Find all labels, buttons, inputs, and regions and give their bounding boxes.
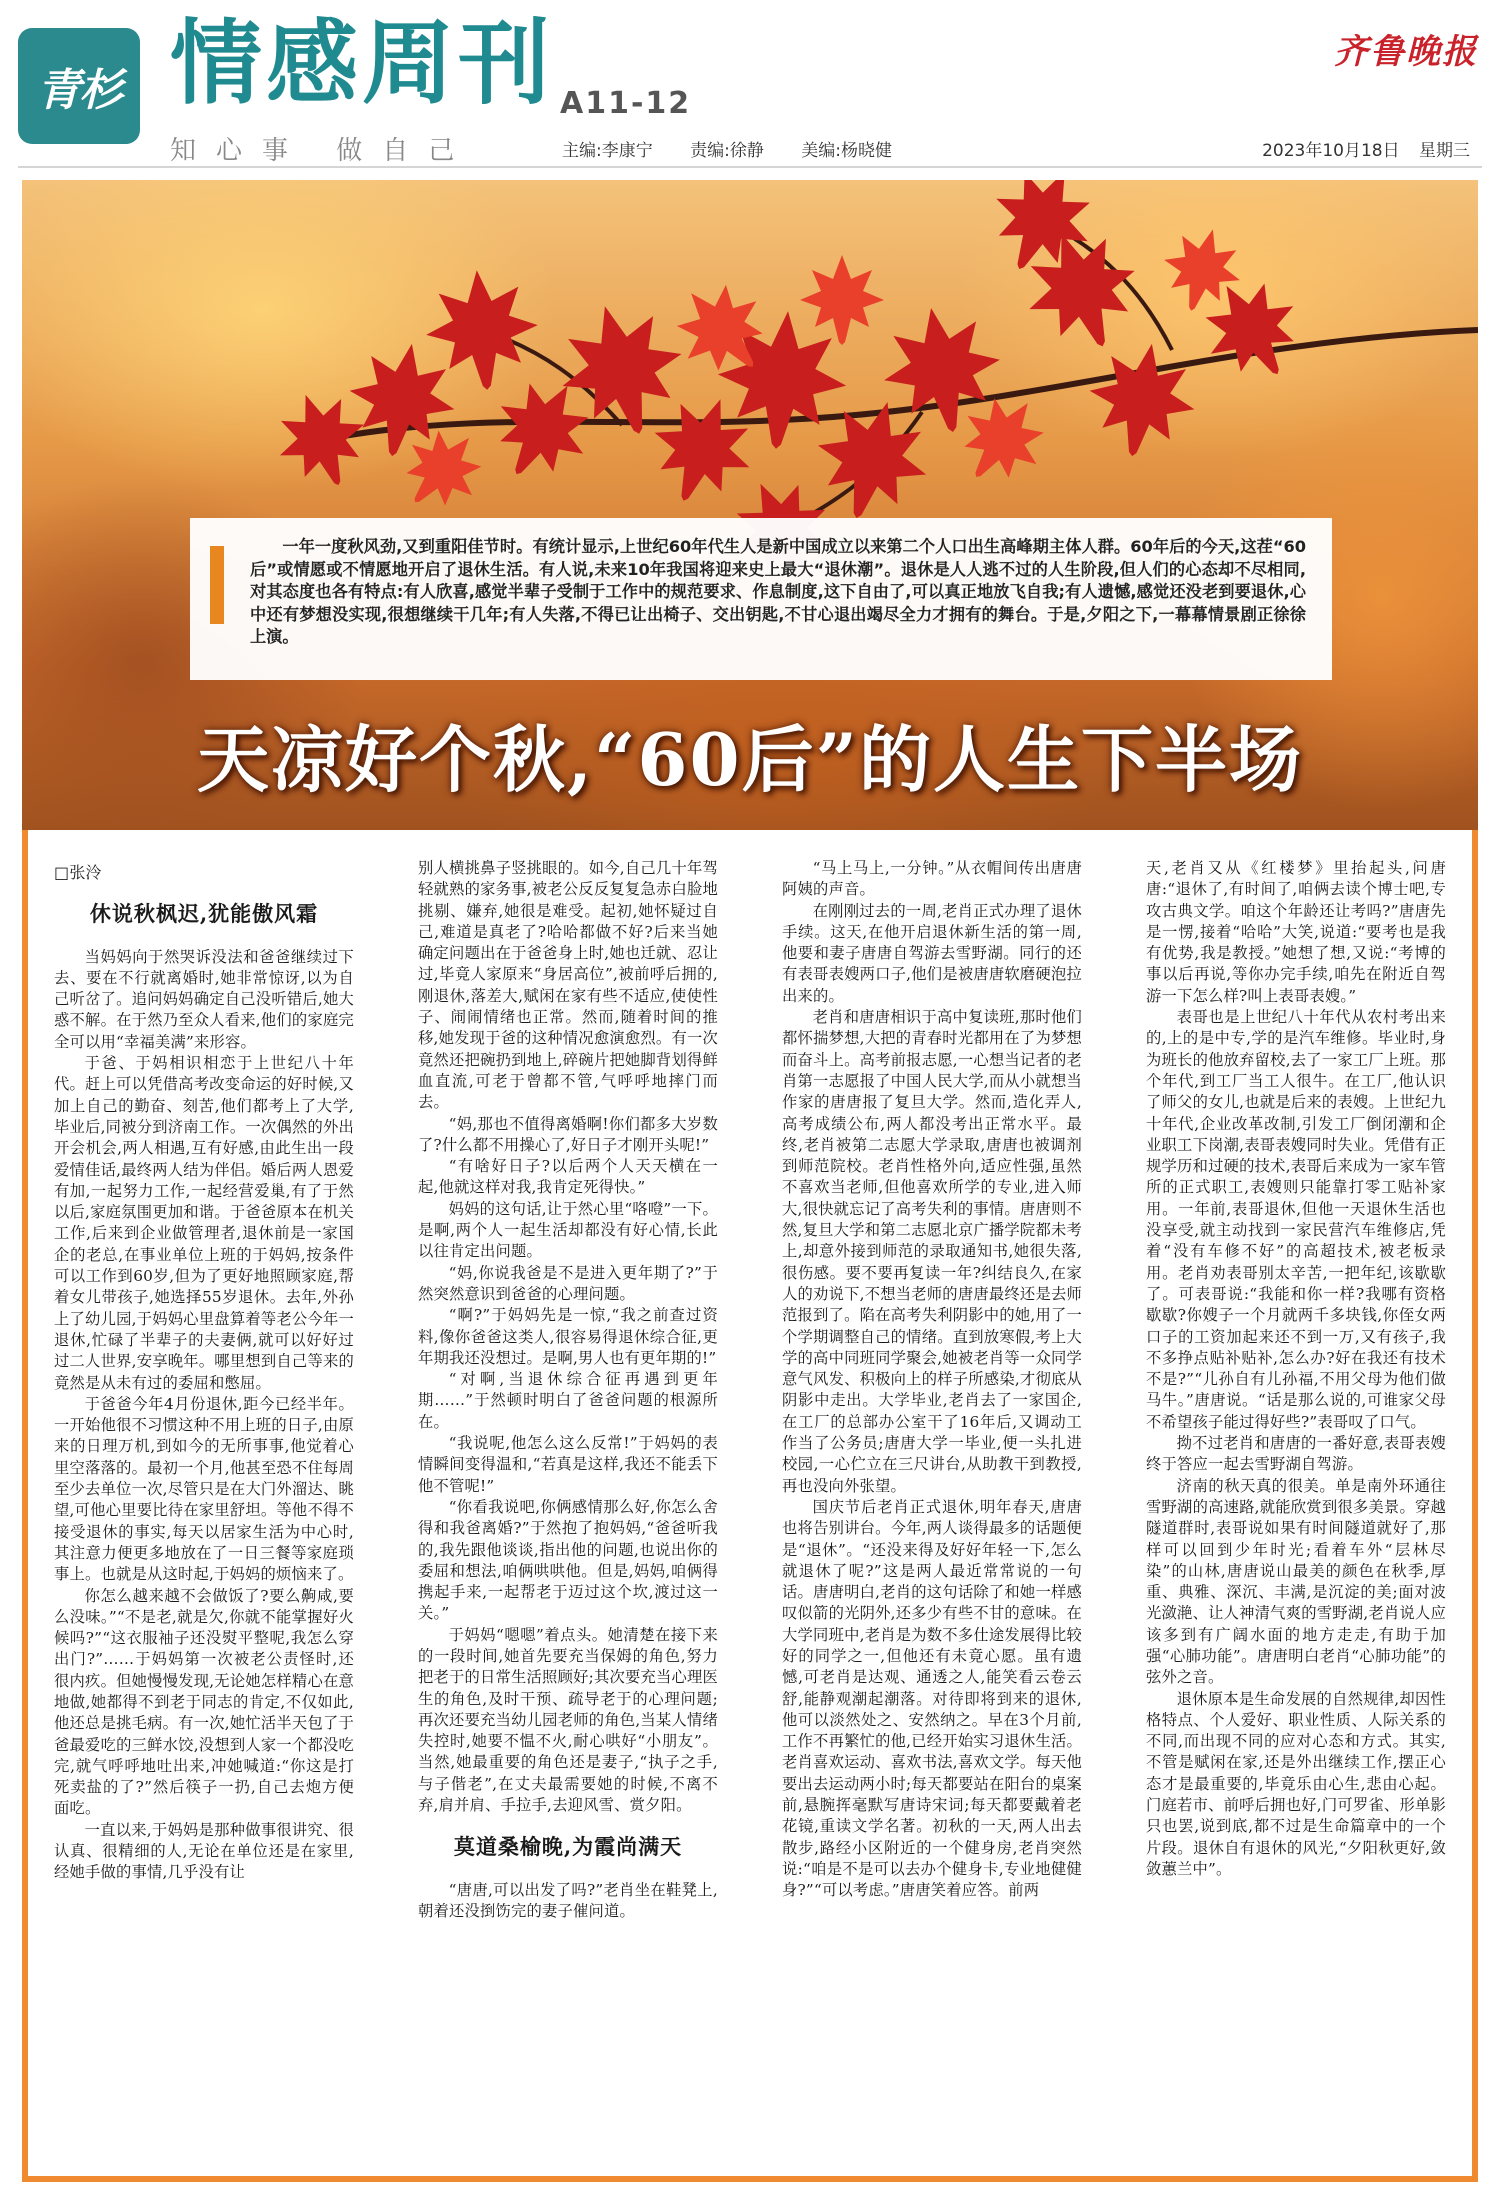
paragraph: “妈,你说我爸是不是进入更年期了?”于然突然意识到爸爸的心理问题。 (418, 1263, 718, 1303)
page-numbers: A11-12 (560, 86, 692, 121)
paragraph: 国庆节后老肖正式退休,明年春天,唐唐也将告别讲台。今年,两人谈得最多的话题便是“退休”。“还没来得及好好年轻一下,怎么就退休了呢?”这是两人最近常常说的一句话。唐唐明白,老肖的这句话除了和她一样感叹似箭的光阴外,还多少有些不甘的意味。在大学同班中,老肖是为数不多仕途发展得比较好的同学之一,但他还有未竟心愿。虽有遗憾,可老肖是达观、通透之人,能笑看云卷云舒,能静观潮起潮落。对待即将到来的退休,他可以淡然处之、安然纳之。早在3个月前,工作不再繁忙的他,已经开始实习退休生活。老肖喜欢运动、喜欢书法,喜欢文学。每天他要出去运动两小时;每天都要站在阳台的桌案前,悬腕挥毫默写唐诗宋词;每天都要戴着老花镜,重读文学名著。初秋的一天,两人出去散步,路经小区附近的一个健身房,老肖突然说:“咱是不是可以去办个健身卡,专业地健健身?”“可以考虑。”唐唐笑着应答。前两 (782, 1497, 1082, 1900)
subheading-2: 莫道桑榆晚,为霞尚满天 (453, 1834, 683, 1860)
paragraph: “唐唐,可以出发了吗?”老肖坐在鞋凳上,朝着还没捯饬完的妻子催问道。 (418, 1880, 718, 1920)
masthead-divider (18, 166, 1482, 168)
article-column-3 (782, 858, 1082, 2164)
paragraph: 你怎么越来越不会做饭了?要么齁咸,要么没味。”“不是老,就是欠,你就不能掌握好火候吗?”“这衣服袖子还没熨平整呢,我怎么穿出门?”……于妈妈第一次被老公责怪时,还很内疚。但她慢慢发现,无论她怎样精心在意地做,她都得不到老于同志的肯定,不仅如此,他还总是挑毛病。有一次,她忙活半天包了于爸最爱吃的三鲜水饺,没想到人家一个都没吃完,就气呼呼地吐出来,冲她喊道:“你这是打死卖盐的了?”然后筷子一扔,自己去炮方便面吃。 (54, 1586, 354, 1818)
date-text: 2023年10月18日 (1262, 141, 1400, 161)
paragraph: “有啥好日子?以后两个人天天横在一起,他就这样对我,我肯定死得快。” (418, 1157, 718, 1197)
section-logo (18, 28, 140, 144)
article-column-1 (54, 858, 354, 2164)
paragraph: 天,老肖又从《红楼梦》里抬起头,问唐唐:“退休了,有时间了,咱俩去读个博士吧,专攻古典文学。咱这个年龄还让考吗?”唐唐先是一愣,接着“哈哈”大笑,说道:“要考也是我有优势,我是教授。”她想了想,又说:“考博的事以后再说,等你办完手续,咱先在附近自驾游一下怎么样?叫上表哥表嫂。” (1146, 859, 1446, 1005)
paragraph: 于妈妈“嗯嗯”着点头。她清楚在接下来的一段时间,她首先要充当保姆的角色,努力把老于的日常生活照顾好;其次要充当心理医生的角色,及时干预、疏导老于的心理问题;再次还要充当幼儿园老师的角色,当某人情绪失控时,她要不愠不火,耐心哄好“小朋友”。当然,她最重要的角色还是妻子,“执子之手,与子偕老”,在丈夫最需要她的时候,不离不弃,肩并肩、手拉手,去迎风雪、赏夕阳。 (418, 1625, 718, 1815)
paragraph: 老肖和唐唐相识于高中复读班,那时他们都怀揣梦想,大把的青春时光都用在了为梦想而奋斗上。高考前报志愿,一心想当记者的老肖第一志愿报了中国人民大学,而从小就想当作家的唐唐报了复旦大学。然而,造化弄人,高考成绩公布,两人都没考出正常水平。最终,老肖被第二志愿大学录取,唐唐也被调剂到师范院校。老肖性格外向,适应性强,虽然不喜欢当老师,但他喜欢所学的专业,进入师大,很快就忘记了高考失利的事情。唐唐则不然,复旦大学和第二志愿北京广播学院都未考上,却意外接到师范的录取通知书,她很失落,很伤感。要不要再复读一年?纠结良久,在家人的劝说下,不想当老师的唐唐最终还是去师范报到了。陷在高考失利阴影中的她,用了一个学期调整自己的情绪。直到放寒假,考上大学的高中同班同学聚会,她被老肖等一众同学意气风发、积极向上的样子所感染,才彻底从阴影中走出。大学毕业,老肖去了一家国企,在工厂的总部办公室干了16年后,又调动工作当了公务员;唐唐大学一毕业,便一头扎进校园,一心伫立在三尺讲台,从助教干到教授,再也没向外张望。 (782, 1008, 1082, 1495)
intro-box (190, 518, 1332, 680)
paragraph: 于爸、于妈相识相恋于上世纪八十年代。赶上可以凭借高考改变命运的好时候,又加上自己的勤奋、刻苦,他们都考上了大学,毕业后,同被分到济南工作。一次偶然的外出开会机会,两人相遇,互有好感,由此生出一段爱情佳话,最终两人结为伴侣。婚后两人恩爱有加,一起努力工作,一起经营爱巢,有了于然以后,家庭氛围更加和谐。于爸爸原本在机关工作,后来到企业做管理者,退休前是一家国企的老总,在事业单位上班的于妈妈,按条件可以工作到60岁,但为了更好地照顾家庭,帮着女儿带孩子,她选择55岁退休。去年,外孙上了幼儿园,于妈妈心里盘算着等老公今年一退休,忙碌了半辈子的夫妻俩,就可以好好过过二人世界,安享晚年。哪里想到自己等来的竟然是从未有过的委屈和憋屈。 (54, 1054, 354, 1392)
paragraph: 在刚刚过去的一周,老肖正式办理了退休手续。这天,在他开启退休新生活的第一周,他要和妻子唐唐自驾游去雪野湖。同行的还有表哥表嫂两口子,他们是被唐唐软磨硬泡拉出来的。 (782, 901, 1082, 1005)
weekday-text: 星期三 (1419, 141, 1470, 161)
paragraph: 于爸爸今年4月份退休,距今已经半年。一开始他很不习惯这种不用上班的日子,由原来的日理万机,到如今的无所事事,他觉着心里空落落的。最初一个月,他甚至恐不住每周至少去单位一次,尽管只是在大门外溜达、眺望,可他心里要比待在家里舒坦。等他不得不接受退休的事实,每天以居家生活为中心时,其注意力便更多地放在了一日三餐等家庭琐事上。也就是从这时起,于妈妈的烦恼来了。 (54, 1394, 354, 1584)
article-column-4 (1146, 858, 1446, 2164)
paragraph: 当妈妈向于然哭诉没法和爸爸继续过下去、要在不行就离婚时,她非常惊讶,以为自己听岔了。追问妈妈确定自己没听错后,她大惑不解。在于然乃至众人看来,他们的家庭完全可以用“幸福美满”来形容。 (54, 947, 354, 1051)
paragraph: “我说呢,他怎么这么反常!”于妈妈的表情瞬间变得温和,“若真是这样,我还不能丢下他不管呢!” (418, 1434, 718, 1495)
paragraph: “妈,那也不值得离婚啊!你们都多大岁数了?什么都不用操心了,好日子才刚开头呢!” (418, 1114, 718, 1154)
intro-text: 一年一度秋风劲,又到重阳佳节时。有统计显示,上世纪60年代生人是新中国成立以来第二个人口出生高峰期主体人群。60年后的今天,这茬“60后”或情愿或不情愿地开启了退休生活。有人说,未来10年我国将迎来史上最大“退休潮”。退休是人人逃不过的人生阶段,但人们的心态却不尽相同,对其态度也各有特点:有人欣喜,感觉半辈子受制于工作中的规范要求、作息制度,这下自由了,可以真正地放飞自我;有人遗憾,感觉还没老到要退休,心中还有梦想没实现,很想继续干几年;有人失落,不得已让出椅子、交出钥匙,不甘心退出竭尽全力才拥有的舞台。于是,夕阳之下,一幕幕情景剧正徐徐上演。 (250, 537, 1306, 646)
paragraph: “对啊,当退休综合征再遇到更年期……”于然顿时明白了爸爸问题的根源所在。 (418, 1370, 718, 1431)
section-title: 情感周刊 (170, 10, 555, 117)
paragraph: “马上马上,一分钟。”从衣帽间传出唐唐阿姨的声音。 (782, 859, 1082, 899)
paragraph: “你看我说吧,你俩感情那么好,你怎么舍得和我爸离婚?”于然抱了抱妈妈,“爸爸听我的,我先跟他谈谈,指出他的问题,也说出你的委屈和想法,咱俩哄哄他。但是,妈妈,咱俩得携起手来,一起帮老于迈过这个坎,渡过这一关。” (418, 1497, 718, 1623)
chief-editor: 主编:李康宁 (562, 141, 653, 161)
paragraph: 妈妈的这句话,让于然心里“咯噔”一下。是啊,两个人一起生活却都没有好心情,长此以往肯定出问题。 (418, 1199, 718, 1261)
section-slogan: 知心事 做自己 (170, 136, 475, 166)
paragraph: 退休原本是生命发展的自然规律,却因性格特点、个人爱好、职业性质、人际关系的不同,而出现不同的应对心态和方式。其实,不管是赋闲在家,还是外出继续工作,摆正心态才是最重要的,毕竟乐由心生,悲由心起。门庭若市、前呼后拥也好,门可罗雀、形单影只也罢,说到底,都不过是生命篇章中的一个片段。退休自有退休的风光,“夕阳秋更好,敛敛蕙兰中”。 (1146, 1689, 1446, 1878)
main-headline: 天凉好个秋,“60后”的人生下半场 (196, 717, 1304, 802)
subheading-1: 休说秋枫迟,犹能傲风霜 (89, 901, 319, 927)
art-editor: 美编:杨晓健 (801, 141, 893, 161)
paragraph: 一直以来,于妈妈是那种做事很讲究、很认真、很精细的人,无论在单位还是在家里,经她手做的事情,几乎没有让 (54, 1820, 354, 1882)
paragraph: 拗不过老肖和唐唐的一番好意,表哥表嫂终于答应一起去雪野湖自驾游。 (1146, 1434, 1446, 1474)
byline: □张泠 (54, 863, 102, 882)
editor-credits (562, 136, 914, 161)
masthead (0, 0, 1500, 170)
article-body (54, 858, 1446, 2164)
intro-accent-bar (210, 546, 224, 624)
newspaper-logo: 齐鲁晚报 (1334, 32, 1478, 72)
paragraph: 表哥也是上世纪八十年代从农村考出来的,上的是中专,学的是汽车维修。毕业时,身为班长的他放弃留校,去了一家工厂上班。那个年代,到工厂当工人很牛。在工厂,他认识了师父的女儿,也就是后来的表嫂。上世纪九十年代,企业改革改制,引发工厂倒闭潮和企业职工下岗潮,表哥表嫂同时失业。凭借有正规学历和过硬的技术,表哥后来成为一家车管所的正式职工,表嫂则只能靠打零工贴补家用。一年前,表哥退休,但他一天退休生活也没享受,就主动找到一家民营汽车维修店,凭着“没有车修不好”的高超技术,被老板录用。老肖劝表哥别太辛苦,一把年纪,该歇歇了。可表哥说:“我能和你一样?我哪有资格歇歇?你嫂子一个月就两千多块钱,你侄女两口子的工资加起来还不到一万,又有孩子,我不多挣点贴补贴补,怎么办?好在我还有技术不是?”“儿孙自有儿孙福,不用父母为他们做马牛。”唐唐说。“话是那么说的,可谁家父母不希望孩子能过得好些?”表哥叹了口气。 (1146, 1008, 1446, 1431)
paragraph: “啊?”于妈妈先是一惊,“我之前查过资料,像你爸爸这类人,很容易得退休综合征,更年期我还没想过。是啊,男人也有更年期的!” (418, 1306, 718, 1367)
logo-text: 青杉 (37, 65, 121, 116)
hero-image (22, 180, 1478, 830)
issue-date (1248, 136, 1470, 161)
paragraph: 别人横挑鼻子竖挑眼的。如今,自己几十年驾轻就熟的家务事,被老公反反复复急赤白脸地挑剔、嫌弃,她很是难受。起初,她怀疑过自己,难道是真老了?哈哈都做不好?后来当她确定问题出在于爸爸身上时,她也迁就、忍让过,毕竟人家原来“身居高位”,被前呼后拥的,刚退休,落差大,赋闲在家有些不适应,使使性子、闹闹情绪也正常。然而,随着时间的推移,她发现于爸的这种情况愈演愈烈。有一次竟然还把碗扔到地上,碎碗片把她脚背划得鲜血直流,可老于曾都不管,气呼呼地摔门而去。 (418, 859, 718, 1112)
paragraph: 济南的秋天真的很美。单是南外环通往雪野湖的高速路,就能欣赏到很多美景。穿越隧道群时,表哥说如果有时间隧道就好了,那样可以回到少年时光;看着车外“层林尽染”的山林,唐唐说山最美的颜色在秋季,厚重、典雅、深沉、丰满,是沉淀的美;面对波光潋滟、让人神清气爽的雪野湖,老肖说人应该多到有广阔水面的地方走走,有助于加强“心肺功能”。唐唐明白老肖“心肺功能”的弦外之音。 (1146, 1476, 1446, 1687)
duty-editor: 责编:徐静 (690, 141, 764, 161)
article-column-2 (418, 858, 718, 2164)
